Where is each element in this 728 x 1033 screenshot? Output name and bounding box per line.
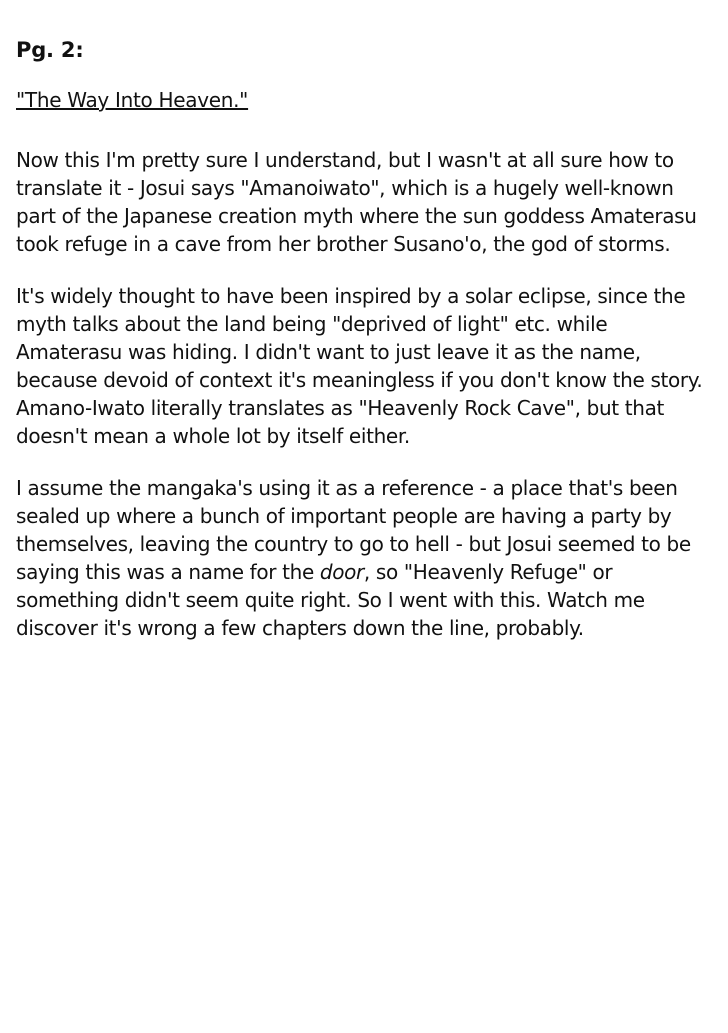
paragraph-3	[16, 474, 716, 642]
paragraph-3-before: I assume the mangaka's using it as a reference - a place that's been sealed up where a bunch of important people are having a party by themselves, leaving the country to go to hell - but Josui seemed to be saying this was a name for the	[16, 476, 691, 584]
paragraph-2: It's widely thought to have been inspired by a solar eclipse, since the myth talks about the land being "deprived of light" etc. while Amaterasu was hiding. I didn't want to just leave it as the name, because devoid of context it's meaningless if you don't know the story. Amano-Iwato literally translates as "Heavenly Rock Cave", but that doesn't mean a whole lot by itself either.	[16, 284, 703, 448]
translation-notes-page	[16, 38, 716, 666]
paragraph-1: Now this I'm pretty sure I understand, but I wasn't at all sure how to translate it - Josui says "Amanoiwato", which is a hugely well-known part of the Japanese creation myth where the sun goddess Amaterasu took refuge in a cave from her brother Susano'o, the god of storms.	[16, 148, 697, 256]
paragraph-3-after: , so "Heavenly Refuge" or something didn't seem quite right. So I went with this. Watch me discover it's wrong a few chapters down the line, probably.	[16, 560, 645, 640]
page-label: Pg. 2:	[16, 38, 84, 62]
note-title: "The Way Into Heaven."	[16, 88, 249, 112]
paragraph-3-emphasis: door	[319, 560, 364, 584]
